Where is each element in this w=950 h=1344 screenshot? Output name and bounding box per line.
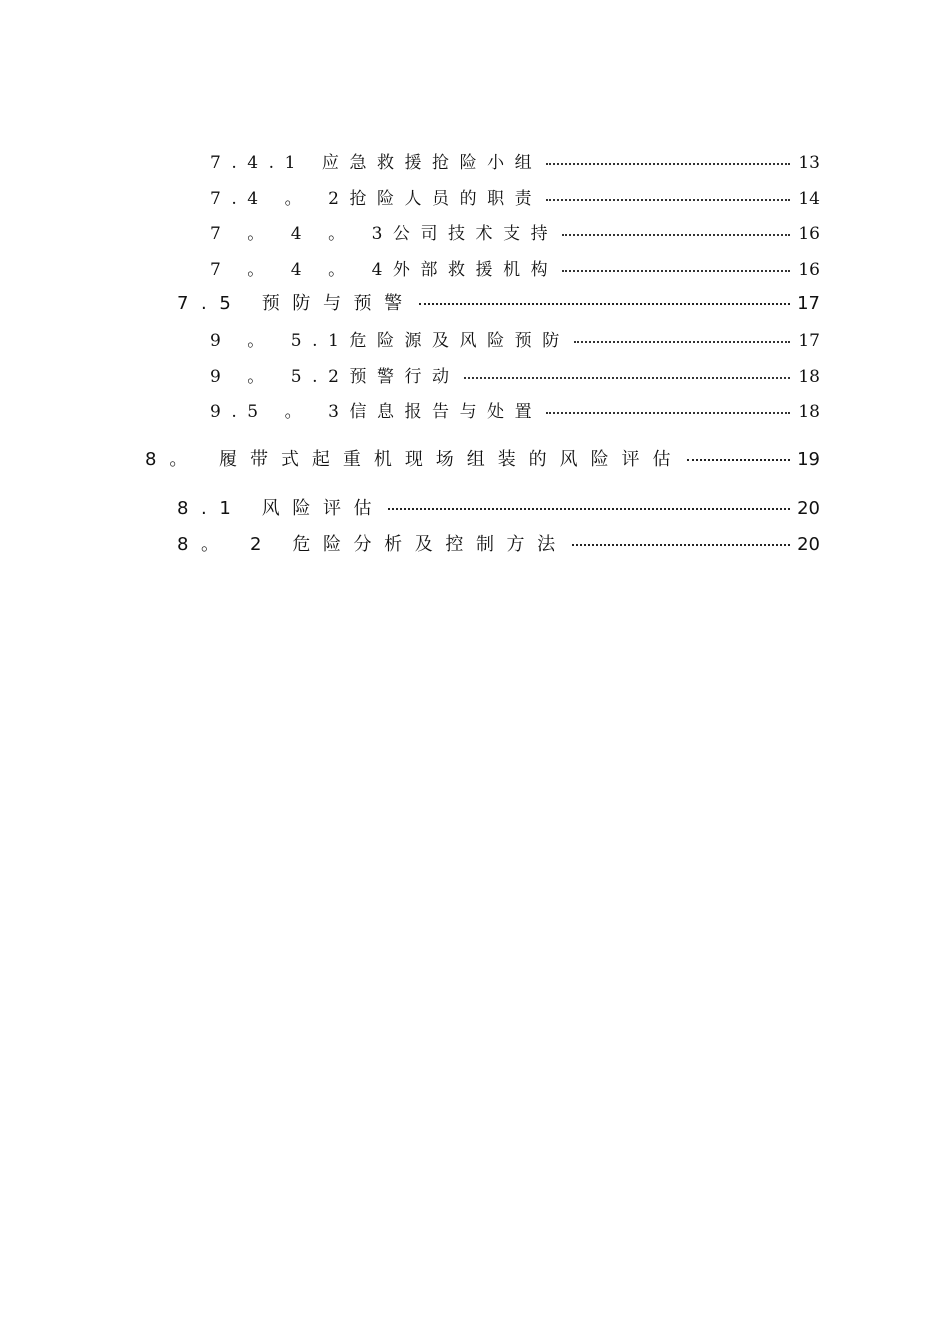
toc-page-number: 18 <box>798 367 820 387</box>
toc-leader-dots <box>546 187 790 204</box>
toc-entry-7-4-3[interactable] <box>210 219 820 243</box>
toc-leader-dots <box>419 291 790 309</box>
toc-leader-dots <box>687 447 790 465</box>
toc-entry-label: 7.4.1 应急救援抢险小组 <box>210 153 543 173</box>
toc-leader-dots <box>562 222 790 239</box>
toc-entry-label: 7.4 。 2抢险人员的职责 <box>210 189 543 209</box>
toc-entry-label: 7.5 预防与预警 <box>177 293 415 314</box>
toc-entry-7-4-1[interactable] <box>210 148 820 172</box>
toc-page-number: 16 <box>798 224 820 244</box>
toc-entry-label: 8。 履带式起重机现场组装的风险评估 <box>145 449 684 470</box>
toc-leader-dots <box>464 365 790 382</box>
toc-leader-dots <box>562 258 790 275</box>
toc-page-number: 14 <box>798 189 820 209</box>
toc-page-number: 20 <box>797 534 820 555</box>
toc-entry-7-5[interactable] <box>177 289 820 315</box>
toc-entry-7-4-4[interactable] <box>210 255 820 279</box>
toc-entry-label: 9 。 5.1危险源及风险预防 <box>210 331 570 351</box>
toc-entry-label: 8。 2 危险分析及控制方法 <box>177 534 568 555</box>
toc-entry-9-5-1[interactable] <box>210 326 820 350</box>
toc-entry-label: 7 。 4 。 3公司技术支持 <box>210 224 559 244</box>
toc-entry-9-5-2[interactable] <box>210 362 820 386</box>
toc-leader-dots <box>572 532 790 550</box>
toc-entry-8-1[interactable] <box>177 494 820 520</box>
toc-page-number: 16 <box>798 260 820 280</box>
toc-page-number: 18 <box>798 402 820 422</box>
toc-page-number: 13 <box>798 153 820 173</box>
toc-leader-dots <box>546 400 790 417</box>
toc-entry-label: 8.1 风险评估 <box>177 498 385 519</box>
toc-leader-dots <box>388 496 790 514</box>
toc-entry-9-5-3[interactable] <box>210 397 820 421</box>
toc-leader-dots <box>574 329 790 346</box>
toc-entry-label: 9.5 。 3信息报告与处置 <box>210 402 543 422</box>
toc-entry-label: 9 。 5.2预警行动 <box>210 367 460 387</box>
toc-page-number: 19 <box>797 449 820 470</box>
toc-page-number: 17 <box>797 293 820 314</box>
toc-page-number: 20 <box>797 498 820 519</box>
toc-entry-label: 7 。 4 。 4外部救援机构 <box>210 260 559 280</box>
toc-entry-8[interactable] <box>145 445 820 471</box>
toc-entry-8-2[interactable] <box>177 530 820 556</box>
toc-leader-dots <box>546 151 790 168</box>
toc-page-number: 17 <box>798 331 820 351</box>
toc-entry-7-4-2[interactable] <box>210 184 820 208</box>
